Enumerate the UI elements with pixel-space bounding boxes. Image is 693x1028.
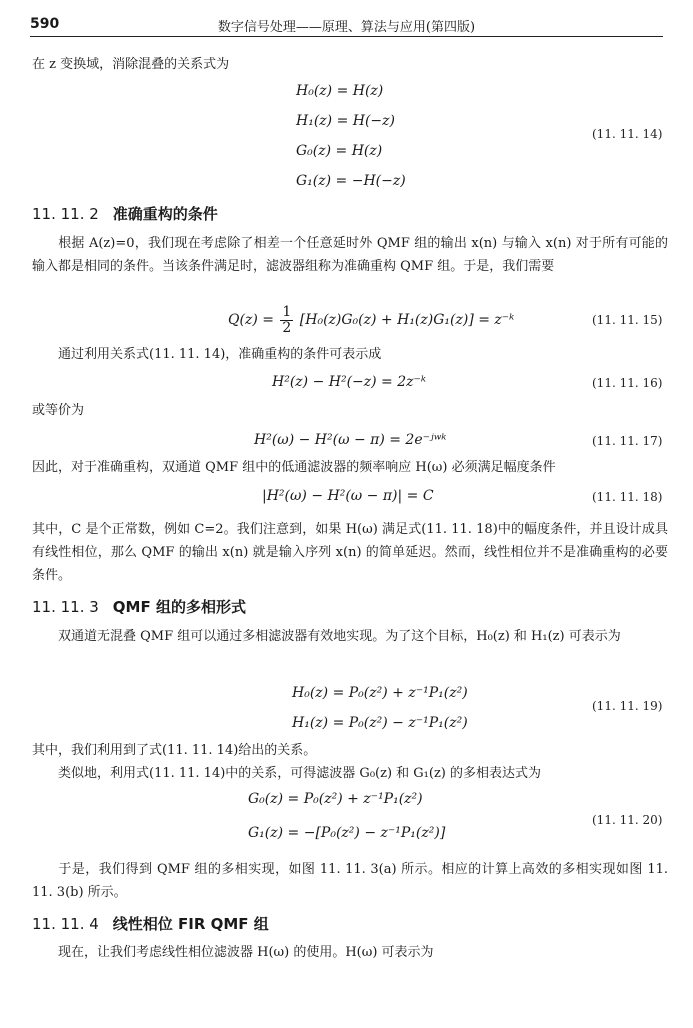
- eq-17: H²(ω) − H²(ω − π) = 2e⁻ʲʷᵏ: [254, 432, 447, 448]
- paragraph: 其中，C 是个正常数，例如 C=2。我们注意到，如果 H(ω) 满足式(11. 11. 18)中的幅度条件，并且设计成具有线性相位，那么 QMF 的输出 x(n) 就是输入序列 x(n) 的简单延迟。然而，线性相位并不是准确重构的必要条件。: [32, 522, 668, 583]
- paragraph: 或等价为: [32, 403, 85, 418]
- eq-15-number: (11. 11. 15): [592, 313, 663, 327]
- eq-20-line-1: G₀(z) = P₀(z²) + z⁻¹P₁(z²): [248, 791, 423, 807]
- section-number: 11. 11. 3: [32, 598, 99, 616]
- paragraph: 于是，我们得到 QMF 组的多相实现，如图 11. 11. 3(a) 所示。相应的计算上高效的多相实现如图 11. 11. 3(b) 所示。: [32, 862, 668, 900]
- eq-19-line-2: H₁(z) = P₀(z²) − z⁻¹P₁(z²): [292, 715, 468, 731]
- eq-20-number: (11. 11. 20): [592, 813, 663, 827]
- fraction: $\frac{1}{2}$: [282, 303, 292, 336]
- section-title: 线性相位 FIR QMF 组: [112, 915, 269, 933]
- eq-14-line-1: H₀(z) = H(z): [296, 83, 384, 99]
- eq-16: H²(z) − H²(−z) = 2z⁻ᵏ: [272, 374, 427, 390]
- section-heading-4: [32, 914, 269, 934]
- section-title: 准确重构的条件: [112, 205, 218, 223]
- section-number: 11. 11. 4: [32, 915, 99, 933]
- section-number: 11. 11. 2: [32, 205, 99, 223]
- eq-14-line-2: H₁(z) = H(−z): [296, 113, 395, 129]
- eq-14-line-3: G₀(z) = H(z): [296, 143, 383, 159]
- paragraph: 通过利用关系式(11. 11. 14)，准确重构的条件可表示成: [58, 347, 382, 362]
- eq-19-line-1: H₀(z) = P₀(z²) + z⁻¹P₁(z²): [292, 685, 468, 701]
- eq-14-number: (11. 11. 14): [592, 127, 663, 141]
- paragraph: 因此，对于准确重构，双通道 QMF 组中的低通滤波器的频率响应 H(ω) 必须满足幅度条件: [32, 460, 556, 475]
- paragraph: 现在，让我们考虑线性相位滤波器 H(ω) 的使用。H(ω) 可表示为: [58, 945, 434, 960]
- paragraph: 类似地，利用式(11. 11. 14)中的关系，可得滤波器 G₀(z) 和 G₁(z) 的多相表达式为: [58, 766, 542, 781]
- section-title: QMF 组的多相形式: [112, 598, 246, 616]
- intro-line: 在 z 变换域，消除混叠的关系式为: [32, 57, 230, 72]
- eq-16-number: (11. 11. 16): [592, 376, 663, 390]
- eq-14-line-4: G₁(z) = −H(−z): [296, 173, 406, 189]
- book-title: 数字信号处理——原理、算法与应用(第四版): [217, 20, 476, 35]
- paragraph: 根据 A(z)=0，我们现在考虑除了相差一个任意延时外 QMF 组的输出 x(n) 与输入 x(n) 对于所有可能的输入都是相同的条件。当该条件满足时，滤波器组称为准确重构 QMF 组。于是，我们需要: [32, 236, 668, 274]
- section-heading-3: [32, 597, 246, 617]
- paragraph: 双通道无混叠 QMF 组可以通过多相滤波器有效地实现。为了这个目标，H₀(z) 和 H₁(z) 可表示为: [58, 629, 621, 644]
- eq-18: |H²(ω) − H²(ω − π)| = C: [262, 488, 434, 504]
- section-heading-2: [32, 204, 218, 224]
- running-header: [30, 10, 663, 37]
- eq-15: Q(z) = $\frac{1}{2}$ [H₀(z)G₀(z) + H₁(z)G₁(z)] = z⁻ᵏ: [228, 303, 515, 336]
- eq-17-number: (11. 11. 17): [592, 434, 663, 448]
- paragraph: 其中，我们利用到了式(11. 11. 14)给出的关系。: [32, 743, 317, 758]
- eq-20-line-2: G₁(z) = −[P₀(z²) − z⁻¹P₁(z²)]: [248, 825, 446, 841]
- page-number: 590: [30, 16, 60, 32]
- eq-19-number: (11. 11. 19): [592, 699, 663, 713]
- eq-18-number: (11. 11. 18): [592, 490, 663, 504]
